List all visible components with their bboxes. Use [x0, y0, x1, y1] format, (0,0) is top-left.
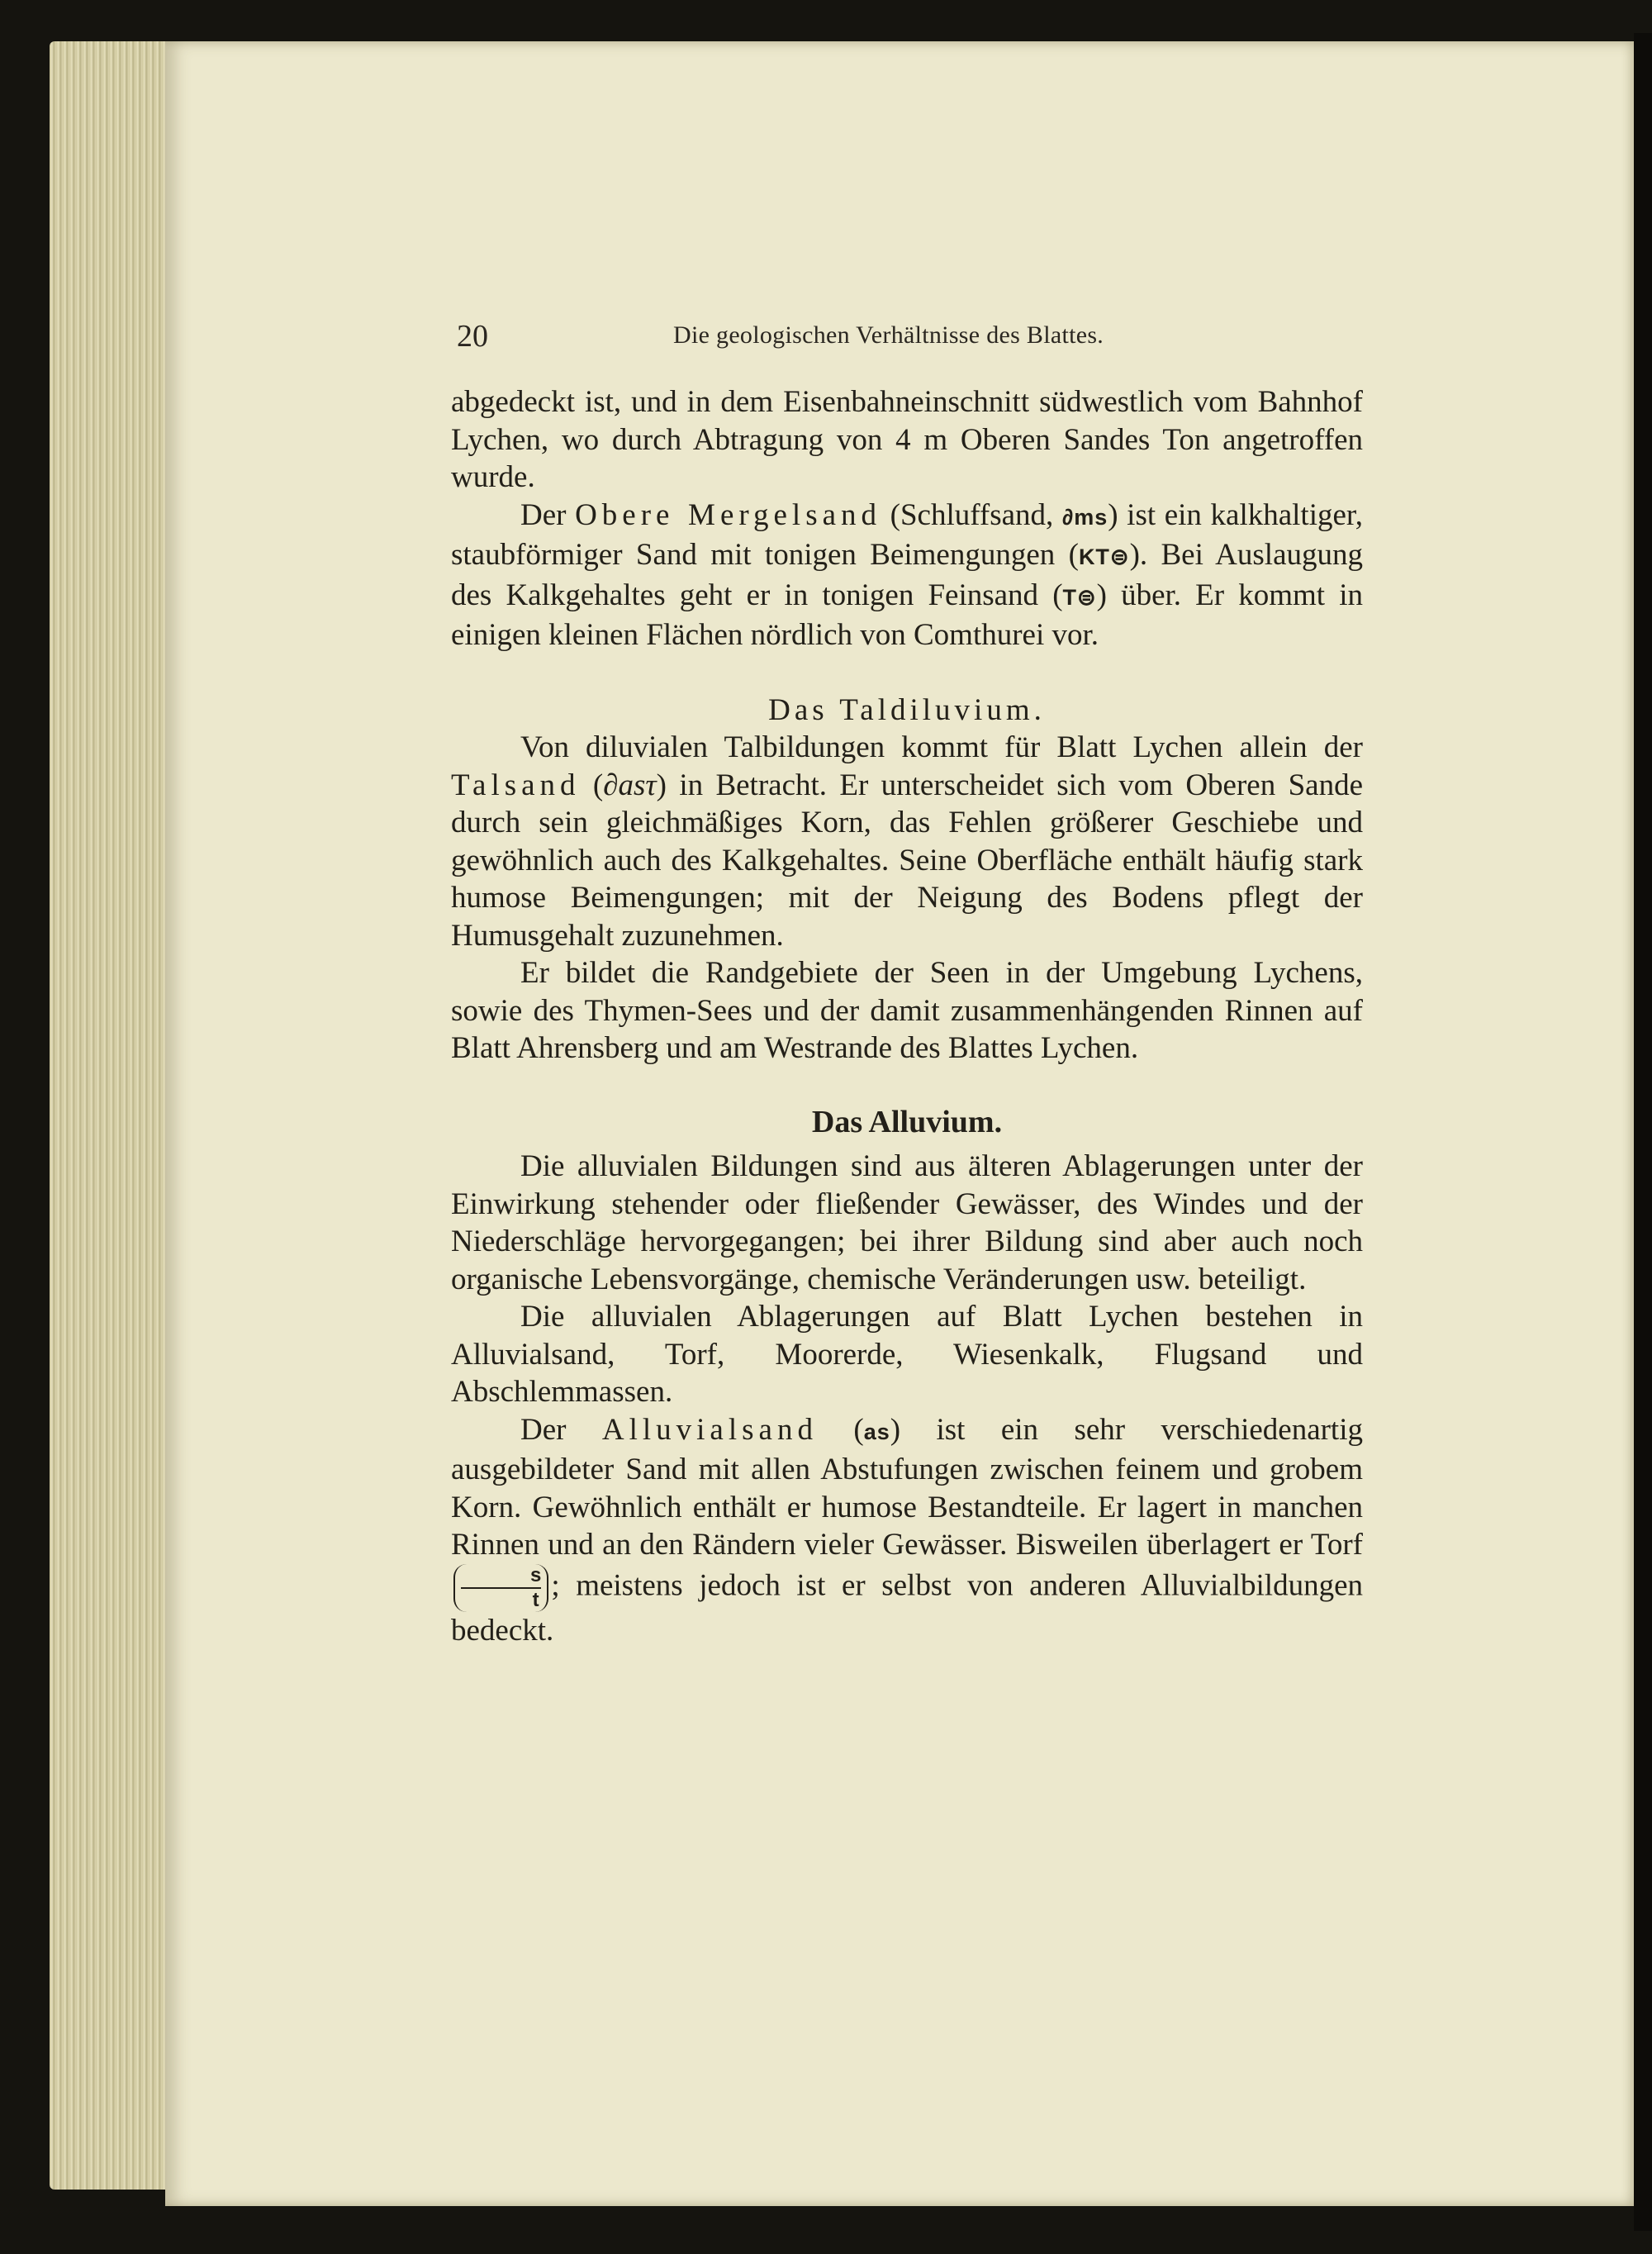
running-title: Die geologischen Verhältnisse des Blattes.: [673, 321, 1104, 349]
symbol-as: as: [863, 1419, 890, 1444]
page-right-edge: [1634, 33, 1652, 2231]
text-run: ) ist ein sehr verschiedenartig ausgebildeter Sand mit allen Abstufungen zwischen feinem und grobem Korn. Gewöhnlich enthält er humose Bestandteile. Er lagert in manchen Rinnen und an den Rändern vieler Gewässer. Bisweilen überlagert er Torf: [451, 1412, 1363, 1562]
term-obere-mergelsand: Obere Mergelsand: [575, 497, 882, 532]
text-run: Von diluvialen Talbildungen kommt für Blatt Lychen allein der: [520, 730, 1363, 764]
heading-taldiluvium: Das Taldiluvium.: [768, 692, 1046, 727]
text-run: (: [580, 768, 604, 802]
symbol-ts: T⊜: [1062, 584, 1097, 610]
text-run: (Schluffsand,: [881, 497, 1062, 532]
fraction-numerator: s: [461, 1566, 541, 1589]
paragraph-talsand: [451, 729, 1363, 954]
paragraph-randgebiete: Er bildet die Randgebiete der Seen in der Umgebung Lychens, sowie des Thymen-Sees und der damit zusammenhängenden Rinnen auf Blatt Ahrensberg und am Westrande des Blattes Lychen.: [451, 956, 1363, 1065]
paragraph-1: abgedeckt ist, und in dem Eisenbahneinschnitt südwestlich vom Bahnhof Lychen, wo durch Abtragung von 4 m Oberen Sandes Ton angetroffen wurde.: [451, 385, 1363, 494]
text-run: Der: [520, 497, 576, 532]
text-run: ; meistens jedoch ist er selbst von anderen Alluvialbildungen bedeckt.: [451, 1567, 1363, 1648]
text-run: ) in Betracht. Er unterscheidet sich vom Oberen Sande durch sein gleichmäßiges Korn, das Fehlen größerer Geschiebe und gewöhnlich auch des Kalkgehaltes. Seine Oberfläche enthält häufig stark humose Beimengungen; mit der Neigung des Bodens pflegt der Humusgehalt zuzunehmen.: [451, 768, 1363, 953]
paragraph-alluvialsand: [451, 1411, 1363, 1650]
paragraph-bildungen: Die alluvialen Bildungen sind aus älteren Ablagerungen unter der Einwirkung stehender oder fließender Gewässer, des Windes und der Niederschläge hervorgegangen; bei ihrer Bildung sind aber auch noch organische Lebensvorgänge, chemische Veränderungen usw. beteiligt.: [451, 1149, 1363, 1296]
heading-alluvium: Das Alluvium.: [811, 1104, 1003, 1139]
text-run: ) ist ein kalkhaltiger, staubförmiger Sand mit tonigen Beimengungen (: [451, 497, 1363, 572]
page-body: [451, 383, 1363, 1649]
symbol-dms: ∂ms: [1061, 504, 1108, 530]
fraction-denominator: t: [532, 1588, 539, 1611]
term-alluvialsand: Alluvialsand: [601, 1412, 818, 1447]
text-run: ). Bei Auslaugung des Kalkgehaltes geht er in tonigen Feinsand (: [451, 538, 1363, 612]
text-run: ) über. Er kommt in einigen kleinen Flächen nördlich von Comthurei vor.: [451, 578, 1363, 652]
term-talsand: Talsand: [451, 768, 581, 802]
text-run: Der: [520, 1412, 602, 1447]
text-run: (: [817, 1412, 864, 1447]
fraction-s-over-t: [453, 1564, 548, 1612]
paragraph-ablagerungen: Die alluvialen Ablagerungen auf Blatt Lychen bestehen in Alluvialsand, Torf, Moorerde, Wiesenkalk, Flugsand und Abschlemmassen.: [451, 1300, 1363, 1409]
paragraph-mergelsand: [451, 497, 1363, 654]
running-head: [457, 318, 1167, 359]
page-number: 20: [457, 319, 488, 354]
symbol-kts: KT⊜: [1078, 544, 1130, 569]
symbol-dast: ∂asτ: [603, 768, 657, 802]
